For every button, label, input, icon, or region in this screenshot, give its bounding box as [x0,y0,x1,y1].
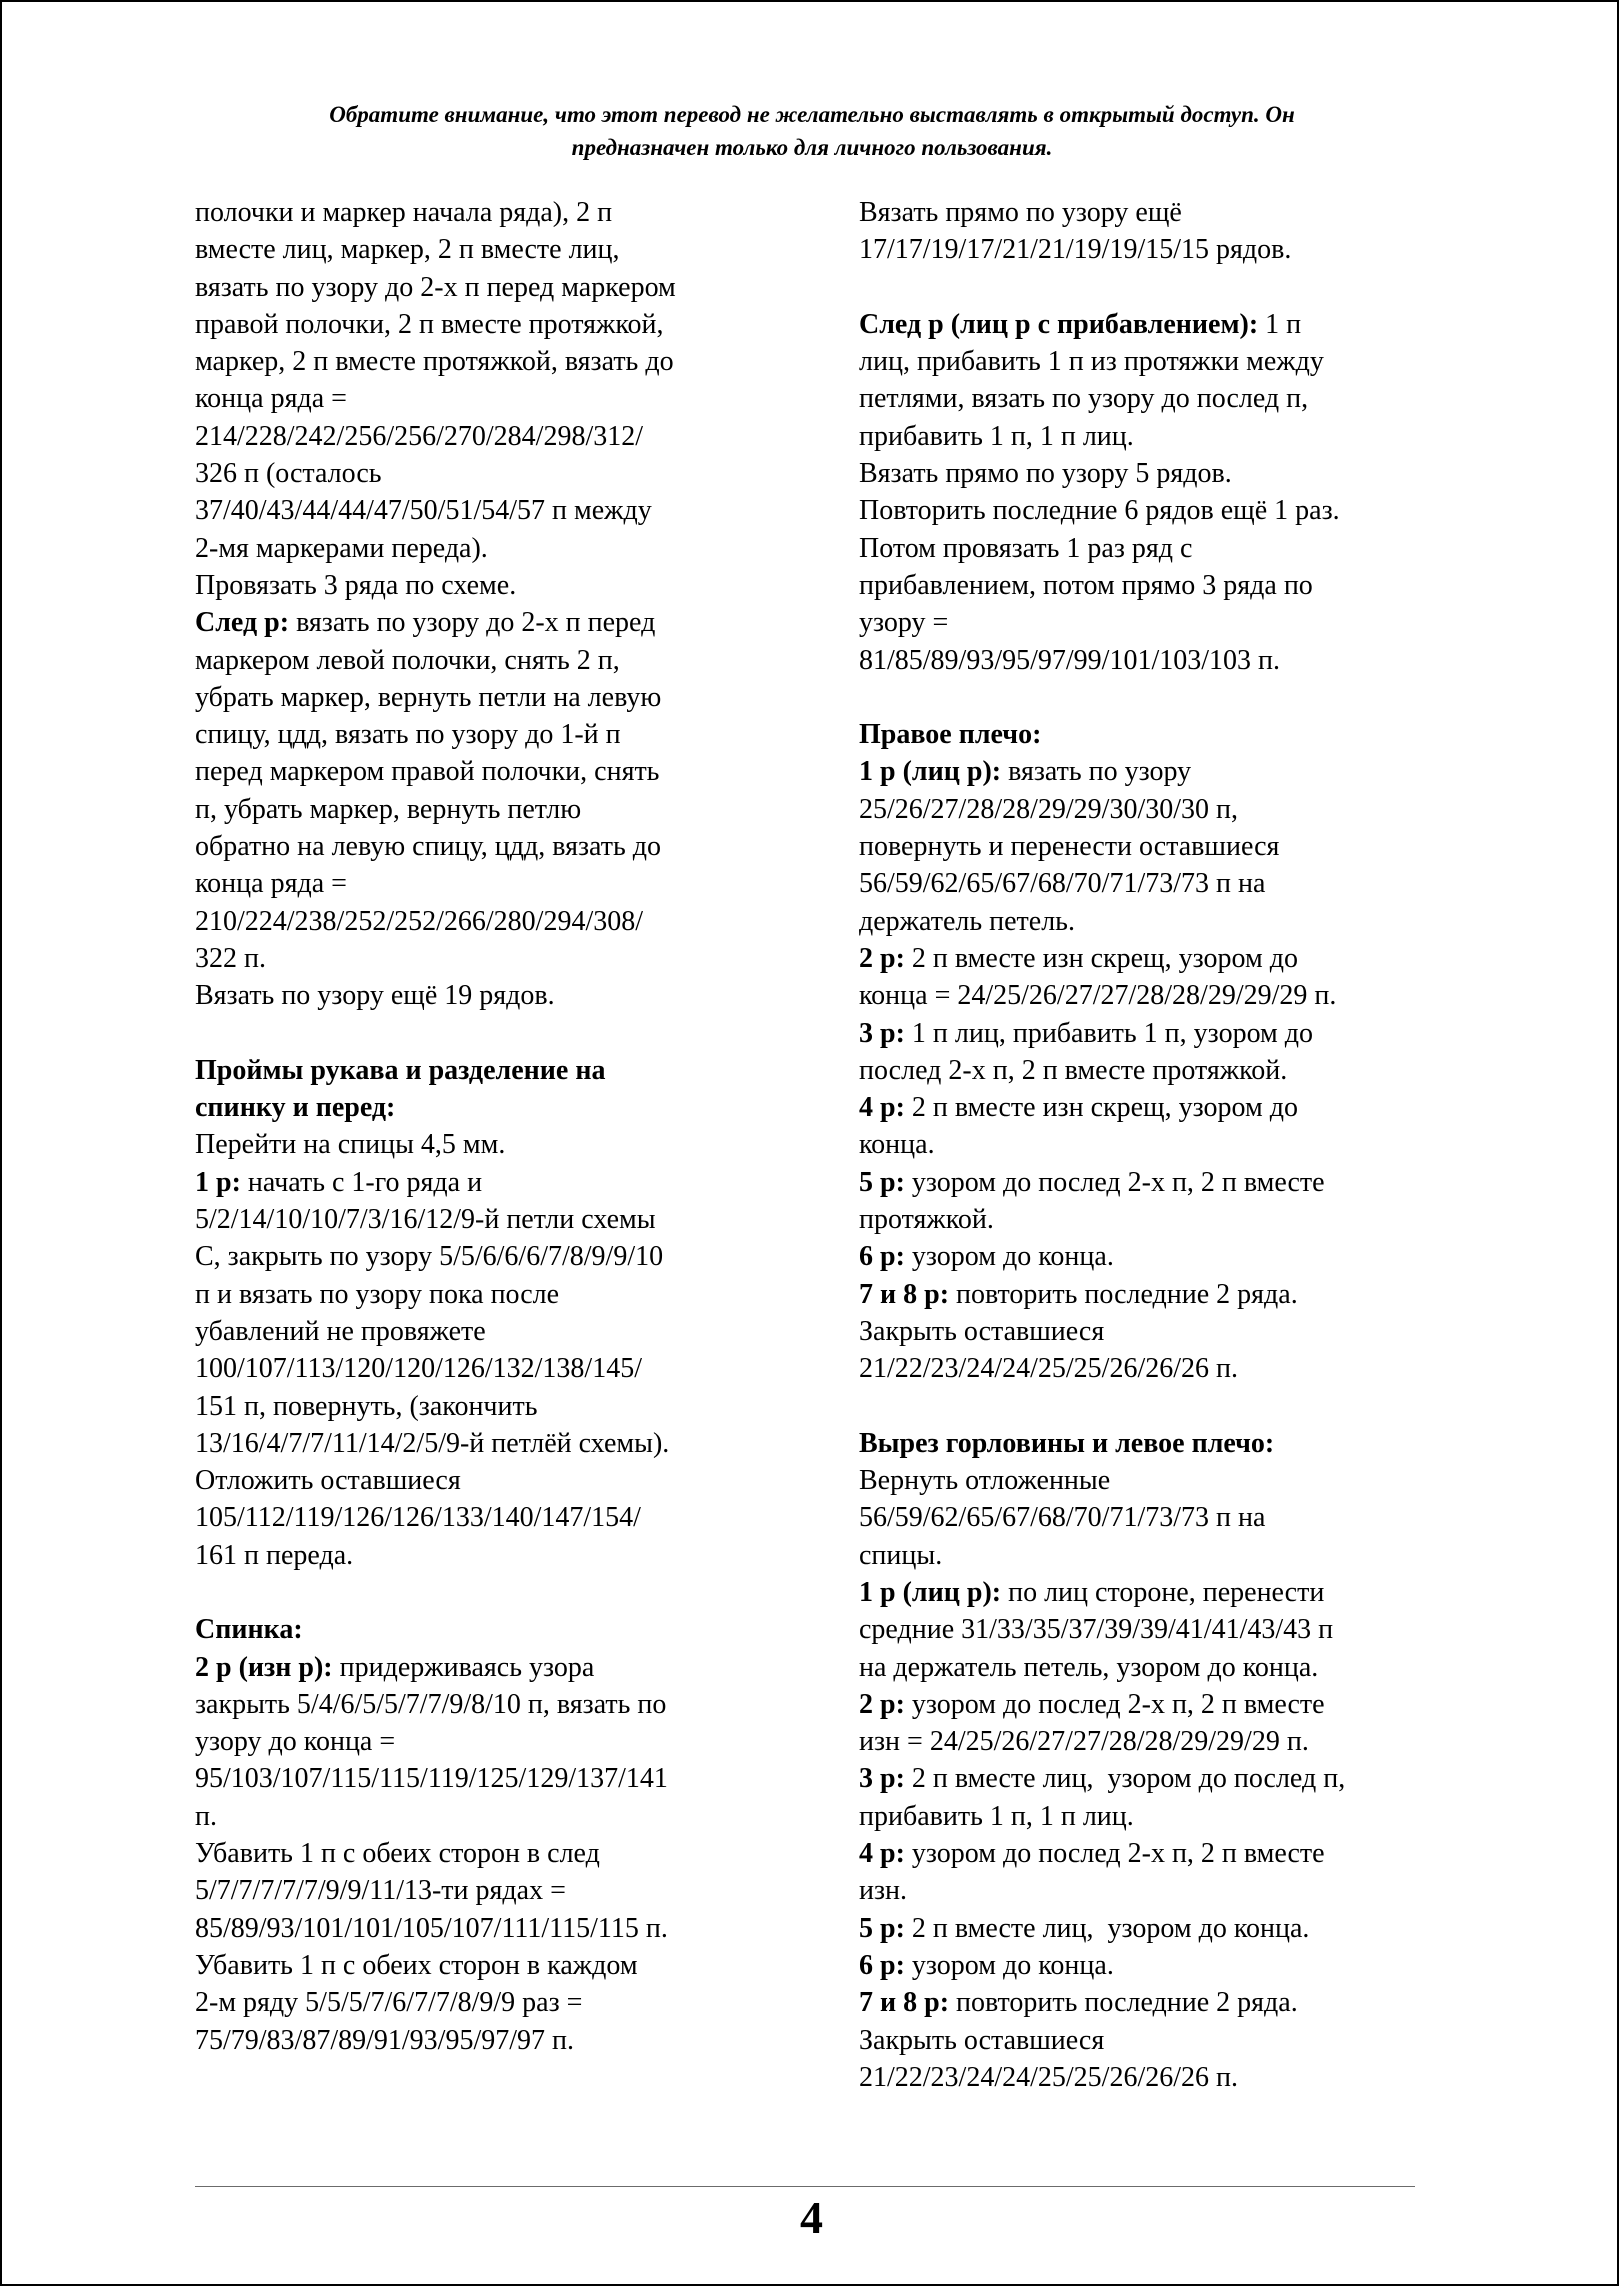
text-line [859,1201,1439,1238]
line-text: 75/79/83/87/89/91/93/95/97/97 п. [195,2024,574,2056]
text-line [859,1910,1439,1947]
line-text: Закрыть оставшиеся [859,1315,1105,1347]
text-line [859,343,1439,380]
line-text: повторить последние 2 ряда. [949,1987,1298,2019]
text-line [859,1984,1439,2021]
line-text: узору до конца = [195,1726,396,1758]
bold-label: 2 р (изн р): [195,1651,333,1683]
text-line [859,1276,1439,1313]
line-text: 1 п лиц, прибавить 1 п, узором до [904,1017,1313,1049]
text-line [859,828,1439,865]
line-text: п. [195,1800,217,1832]
line-text: маркер, 2 п вместе протяжкой, вязать до [195,346,674,378]
line-text: прибавить 1 п, 1 п лиц. [859,420,1134,452]
line-text: маркером левой полочки, снять 2 п, [195,644,620,676]
line-text: вязать по узору [1001,756,1192,788]
bold-label: След р: [195,607,290,639]
text-line [195,1462,780,1499]
footer-divider [195,2186,1415,2187]
text-line [195,642,780,679]
text-line [859,455,1439,492]
line-text: по лиц стороне, перенести [1001,1576,1325,1608]
bold-label: Проймы рукава и разделение на [195,1054,606,1086]
line-text: конца = 24/25/26/27/27/28/28/29/29/29 п. [859,980,1337,1012]
bold-label: 4 р: [859,1092,905,1124]
text-line [195,940,780,977]
line-text: полочки и маркер начала ряда), 2 п [195,197,613,228]
bold-label: 1 р: [195,1166,241,1198]
line-text: 81/85/89/93/95/97/99/101/103/103 п. [859,644,1280,676]
text-line [195,679,780,716]
text-line [859,753,1439,790]
bold-label: 7 и 8 р: [859,1278,950,1310]
text-line [195,1910,780,1947]
text-line [859,791,1439,828]
line-text: Перейти на спицы 4,5 мм. [195,1129,506,1161]
line-text: начать с 1-го ряда и [240,1166,483,1198]
text-line [859,567,1439,604]
line-text: 326 п (осталось [195,458,382,490]
text-line [859,642,1439,679]
line-text: повторить последние 2 ряда. [949,1278,1298,1310]
line-text: 161 п переда. [195,1539,354,1571]
text-line [195,530,780,567]
line-text: убавлений не провяжете [195,1315,486,1347]
bold-label: 5 р: [859,1166,905,1198]
right-text-column [859,194,1439,2096]
text-line [859,940,1439,977]
text-line [859,1723,1439,1760]
line-text: лиц, прибавить 1 п из протяжки между [859,346,1324,378]
bold-label: 7 и 8 р: [859,1987,950,2019]
line-text: Убавить 1 п с обеих сторон в каждом [195,1949,638,1981]
line-text: 100/107/113/120/120/126/132/138/145/ [195,1353,642,1385]
text-line [859,1574,1439,1611]
line-text: п и вязать по узору пока после [195,1278,560,1310]
text-line [859,1015,1439,1052]
bold-label: 4 р: [859,1838,905,1870]
text-line [195,1798,780,1835]
text-line [859,1611,1439,1648]
text-line [195,1089,780,1126]
line-text: 1 п [1258,308,1302,340]
text-line [859,865,1439,902]
line-text: 2-мя маркерами переда). [195,532,488,564]
text-line [859,1462,1439,1499]
line-text: убрать маркер, вернуть петли на левую [195,681,662,713]
notice-line-1: Обратите внимание, что этот перевод не желательно выставлять в открытый доступ. Он [329,102,1295,127]
text-line [195,1686,780,1723]
line-text: С, закрыть по узору 5/5/6/6/6/7/8/9/9/10 [195,1241,664,1273]
text-line [195,1723,780,1760]
line-text: правой полочки, 2 п вместе протяжкой, [195,308,664,340]
text-line [859,1499,1439,1536]
bold-label: спинку и перед: [195,1092,396,1124]
paragraph-gap [859,679,1439,716]
line-text: 2 п вместе лиц, узором до послед п, [904,1763,1346,1795]
text-line [195,865,780,902]
text-line [195,1238,780,1275]
text-line [195,1872,780,1909]
line-text: вязать по узору до 2-х п перед маркером [195,271,676,303]
line-text: п, убрать маркер, вернуть петлю [195,793,582,825]
text-line [195,1388,780,1425]
text-line [859,1350,1439,1387]
text-line [195,567,780,604]
text-line [195,194,780,231]
text-line [195,791,780,828]
paragraph-gap [859,1388,1439,1425]
line-text: 214/228/242/256/256/270/284/298/312/ [195,420,644,452]
line-text: узором до послед 2-х п, 2 п вместе [904,1838,1325,1870]
line-text: прибавить 1 п, 1 п лиц. [859,1800,1134,1832]
bold-label: Правое плечо: [859,719,1042,751]
text-line [195,1350,780,1387]
line-text: Закрыть оставшиеся [859,2024,1105,2056]
text-line [195,231,780,268]
line-text: Потом провязать 1 раз ряд с [859,532,1193,564]
text-line [195,1760,780,1797]
text-line [195,1649,780,1686]
text-line [195,1126,780,1163]
bold-label: 2 р: [859,1688,905,1720]
text-line [859,1537,1439,1574]
line-text: спицу, цдд, вязать по узору до 1-й п [195,719,621,751]
bold-label: 5 р: [859,1912,905,1944]
text-line [859,1686,1439,1723]
text-line [195,1984,780,2021]
text-line [195,604,780,641]
text-line [859,194,1439,231]
line-text: 151 п, повернуть, (закончить [195,1390,538,1422]
text-line [859,492,1439,529]
text-line [859,1947,1439,1984]
text-line [195,1611,780,1648]
text-line [195,269,780,306]
text-line [195,492,780,529]
line-text: придерживаясь узора [332,1651,595,1683]
paragraph-gap [859,269,1439,306]
text-line [859,1089,1439,1126]
text-line [195,455,780,492]
paragraph-gap [195,1574,780,1611]
line-text: вместе лиц, маркер, 2 п вместе лиц, [195,234,620,266]
bold-label: 3 р: [859,1017,905,1049]
line-text: держатель петель. [859,905,1075,937]
line-text: 56/59/62/65/67/68/70/71/73/73 п на [859,1502,1266,1534]
text-line [859,1238,1439,1275]
line-text: спицы. [859,1539,943,1571]
bold-label: 1 р (лиц р): [859,1576,1002,1608]
line-text: на держатель петель, узором до конца. [859,1651,1319,1683]
line-text: протяжкой. [859,1204,994,1236]
text-line [195,903,780,940]
text-line [859,604,1439,641]
text-line [195,1537,780,1574]
line-text: 210/224/238/252/252/266/280/294/308/ [195,905,644,937]
line-text: Провязать 3 ряда по схеме. [195,569,517,601]
text-line [859,1052,1439,1089]
text-line [859,1872,1439,1909]
text-line [195,1313,780,1350]
line-text: конца ряда = [195,868,347,900]
line-text: 322 п. [195,942,266,974]
text-line [859,1760,1439,1797]
text-line [195,1276,780,1313]
line-text: средние 31/33/35/37/39/39/41/41/43/43 п [859,1614,1334,1646]
bold-label: 6 р: [859,1949,905,1981]
line-text: обратно на левую спицу, цдд, вязать до [195,831,661,863]
line-text: 56/59/62/65/67/68/70/71/73/73 п на [859,868,1266,900]
line-text: повернуть и перенести оставшиеся [859,831,1280,863]
line-text: 17/17/19/17/21/21/19/19/15/15 рядов. [859,234,1292,266]
line-text: 21/22/23/24/24/25/25/26/26/26 п. [859,1353,1238,1385]
text-line [859,418,1439,455]
line-text: 37/40/43/44/44/47/50/51/54/57 п между [195,495,652,527]
text-line [859,380,1439,417]
text-line [859,1313,1439,1350]
line-text: узором до послед 2-х п, 2 п вместе [904,1688,1325,1720]
text-line [859,716,1439,753]
line-text: конца. [859,1129,935,1161]
line-text: узором до послед 2-х п, 2 п вместе [904,1166,1325,1198]
text-line [859,2059,1439,2096]
line-text: 5/2/14/10/10/7/3/16/12/9-й петли схемы [195,1204,656,1236]
line-text: 2 п вместе изн скрещ, узором до [904,1092,1298,1124]
text-line [859,306,1439,343]
line-text: узором до конца. [904,1241,1114,1273]
line-text: 25/26/27/28/28/29/29/30/30/30 п, [859,793,1238,825]
line-text: конца ряда = [195,383,347,415]
line-text: Вязать по узору ещё 19 рядов. [195,980,555,1012]
text-line [195,2022,780,2059]
line-text: закрыть 5/4/6/5/5/7/7/9/8/10 п, вязать по [195,1688,667,1720]
text-line [859,1425,1439,1462]
text-line [859,1164,1439,1201]
bold-label: След р (лиц р с прибавлением): [859,308,1259,340]
text-line [195,828,780,865]
line-text: узору = [859,607,949,639]
line-text: изн = 24/25/26/27/27/28/28/29/29/29 п. [859,1726,1309,1758]
line-text: 85/89/93/101/101/105/107/111/115/115 п. [195,1912,668,1944]
text-line [195,1947,780,1984]
left-text-column [195,194,780,2059]
text-line [195,1052,780,1089]
line-text: Вязать прямо по узору ещё [859,197,1182,228]
copyright-notice [192,98,1432,164]
paragraph-gap [195,1015,780,1052]
bold-label: 2 р: [859,942,905,974]
line-text: 95/103/107/115/115/119/125/129/137/141 [195,1763,668,1795]
bold-label: 1 р (лиц р): [859,756,1002,788]
text-line [859,903,1439,940]
line-text: изн. [859,1875,908,1907]
text-line [859,1649,1439,1686]
line-text: послед 2-х п, 2 п вместе протяжкой. [859,1054,1288,1086]
text-line [859,1126,1439,1163]
line-text: Убавить 1 п с обеих сторон в след [195,1838,600,1870]
text-line [859,977,1439,1014]
notice-line-2: предназначен только для личного пользования. [571,135,1053,160]
text-line [195,1499,780,1536]
line-text: вязать по узору до 2-х п перед [289,607,656,639]
text-line [195,1835,780,1872]
text-line [859,530,1439,567]
bold-label: Спинка: [195,1614,303,1646]
text-line [195,1201,780,1238]
line-text: перед маркером правой полочки, снять [195,756,660,788]
line-text: 21/22/23/24/24/25/25/26/26/26 п. [859,2061,1238,2093]
text-line [195,1164,780,1201]
text-line [859,2022,1439,2059]
line-text: 2 п вместе изн скрещ, узором до [904,942,1298,974]
text-line [859,1798,1439,1835]
line-text: петлями, вязать по узору до послед п, [859,383,1309,415]
text-line [195,716,780,753]
text-line [195,977,780,1014]
line-text: 105/112/119/126/126/133/140/147/154/ [195,1502,641,1534]
text-line [195,753,780,790]
line-text: Повторить последние 6 рядов ещё 1 раз. [859,495,1340,527]
line-text: прибавлением, потом прямо 3 ряда по [859,569,1313,601]
text-line [859,231,1439,268]
line-text: Отложить оставшиеся [195,1465,461,1497]
text-line [195,306,780,343]
line-text: 2 п вместе лиц, узором до конца. [904,1912,1310,1944]
line-text: Вязать прямо по узору 5 рядов. [859,458,1232,490]
line-text: 13/16/4/7/7/11/14/2/5/9-й петлёй схемы). [195,1427,670,1459]
bold-label: 6 р: [859,1241,905,1273]
text-line [859,1835,1439,1872]
text-line [195,418,780,455]
line-text: 2-м ряду 5/5/5/7/6/7/7/8/9/9 раз = [195,1987,583,2019]
text-line [195,343,780,380]
text-line [195,1425,780,1462]
bold-label: Вырез горловины и левое плечо: [859,1427,1275,1459]
line-text: узором до конца. [904,1949,1114,1981]
page-number: 4 [800,2192,823,2243]
line-text: Вернуть отложенные [859,1465,1111,1497]
bold-label: 3 р: [859,1763,905,1795]
text-line [195,380,780,417]
line-text: 5/7/7/7/7/7/9/9/11/13-ти рядах = [195,1875,566,1907]
